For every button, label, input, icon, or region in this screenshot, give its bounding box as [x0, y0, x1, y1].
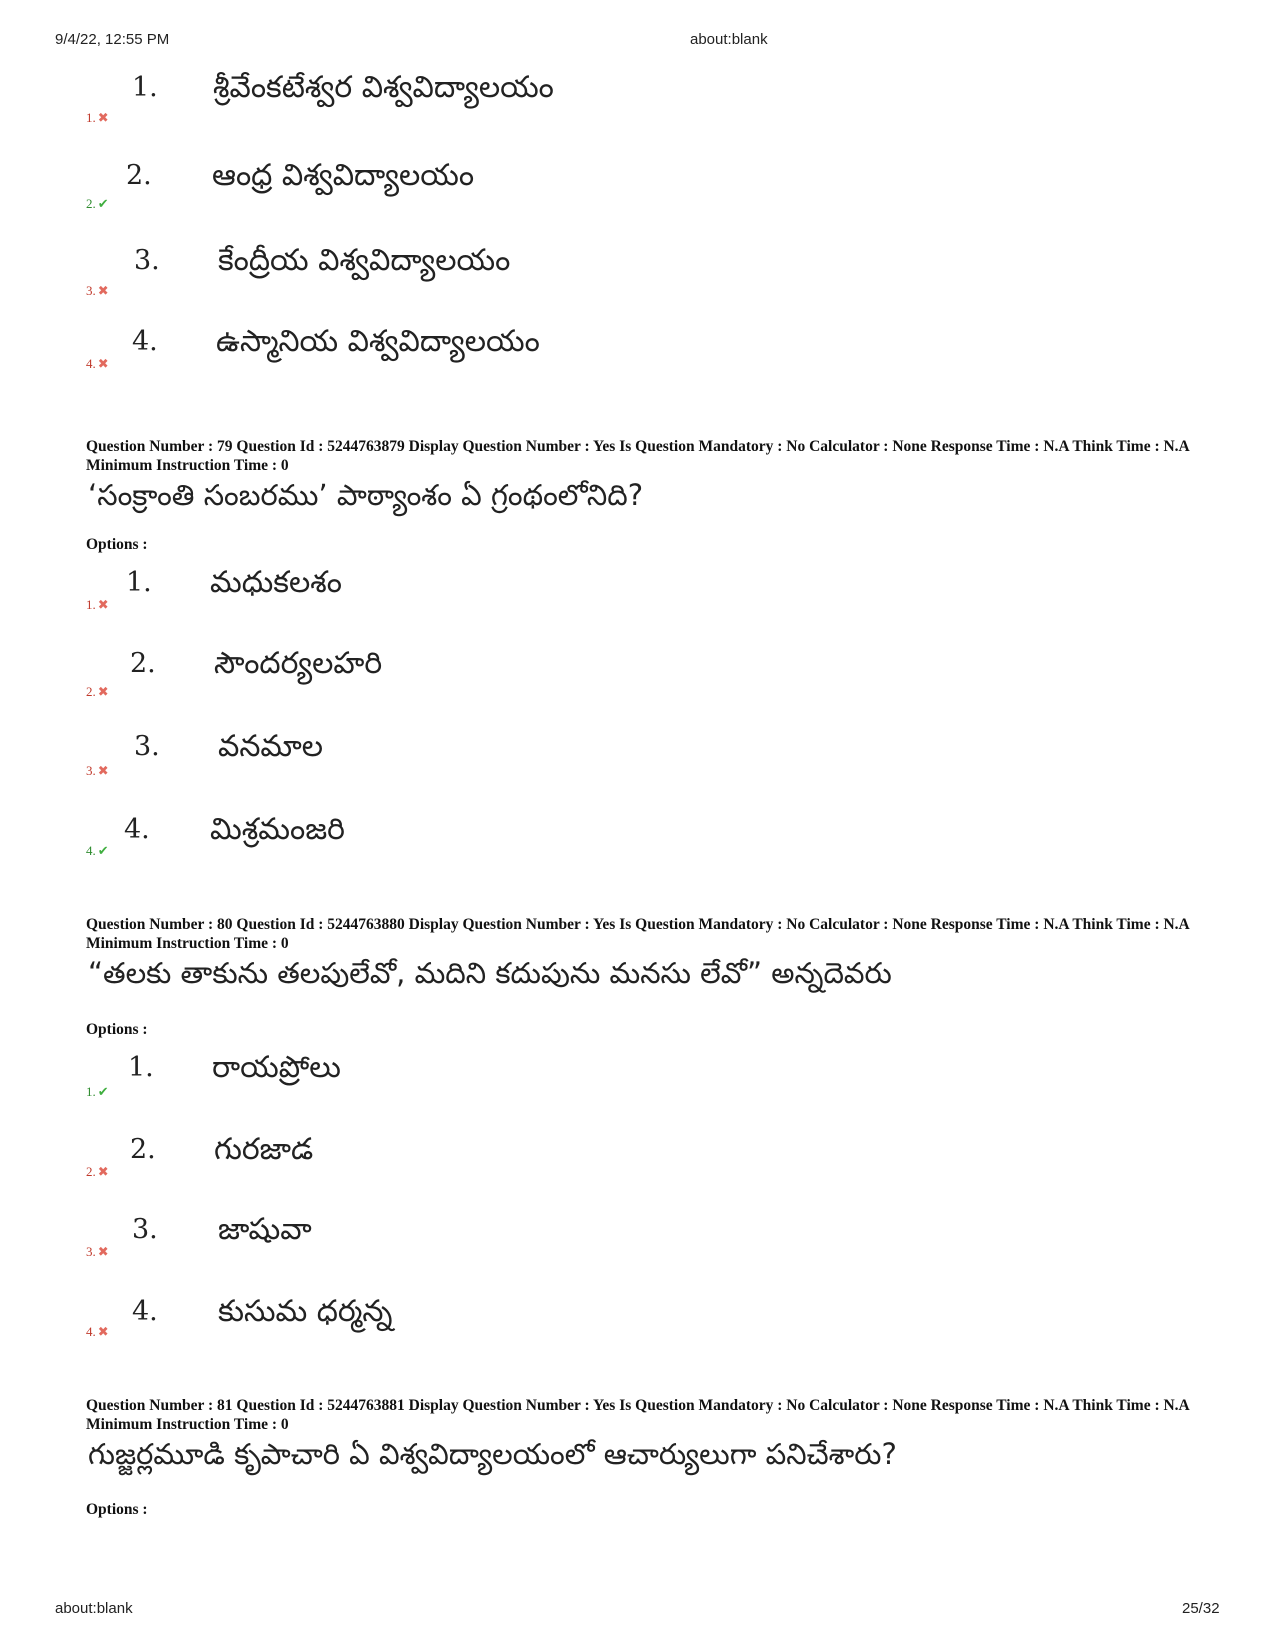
option-mark-wrong: 1. ✖	[86, 597, 109, 612]
cross-icon: ✖	[97, 1164, 109, 1179]
question-meta: Question Number : 81 Question Id : 5244763881 Display Question Number : Yes Is Question Mandatory : No Calculator : None Response Time : N.A Think Time : N.A Minimum Instruction Time : 0	[86, 1397, 1189, 1433]
option-mark-wrong: 1. ✖	[86, 110, 109, 125]
option-text: జాషువా	[218, 1212, 312, 1247]
options-label: Options :	[86, 1021, 148, 1038]
cross-icon: ✖	[97, 684, 109, 699]
option-text: గురజాడ	[214, 1132, 314, 1167]
option-mark-wrong: 4. ✖	[86, 1324, 109, 1339]
option-number: 2.	[130, 648, 156, 679]
option-mark-wrong: 4. ✖	[86, 356, 109, 371]
cross-icon: ✖	[97, 1324, 109, 1339]
print-url: about:blank	[55, 1600, 133, 1617]
page-number: 25/32	[1182, 1600, 1220, 1617]
option-number: 1.	[132, 72, 158, 103]
option-text: మధుకలశం	[210, 565, 342, 600]
cross-icon: ✖	[97, 356, 109, 371]
check-icon: ✔	[97, 196, 109, 211]
question-text: “తలకు తాకును తలపులేవో, మదిని కదుపును మనసు లేవో” అన్నదెవరు	[88, 956, 892, 990]
option-mark-wrong: 3. ✖	[86, 763, 109, 778]
option-text: రాయప్రోలు	[212, 1050, 341, 1085]
option-mark-wrong: 2. ✖	[86, 1164, 109, 1179]
option-number: 1.	[126, 567, 152, 598]
option-mark-wrong: 2. ✖	[86, 684, 109, 699]
option-number: 2.	[126, 160, 152, 191]
option-text: వనమాల	[218, 729, 324, 764]
option-mark-correct: 2. ✔	[86, 196, 109, 211]
option-number: 1.	[128, 1052, 154, 1083]
check-icon: ✔	[97, 843, 109, 858]
option-mark-correct: 4. ✔	[86, 843, 109, 858]
option-text: కుసుమ ధర్మన్న	[218, 1294, 393, 1329]
option-number: 3.	[134, 731, 160, 762]
option-number: 3.	[134, 245, 160, 276]
option-mark-correct: 1. ✔	[86, 1084, 109, 1099]
cross-icon: ✖	[97, 1244, 109, 1259]
question-text: గుజ్జర్లమూడి కృపాచారి ఏ విశ్వవిద్యాలయంలో ఆచార్యులుగా పనిచేశారు?	[88, 1437, 897, 1471]
option-mark-wrong: 3. ✖	[86, 283, 109, 298]
option-text: సౌందర్యలహరి	[214, 646, 383, 681]
question-text: ‘సంక్రాంతి సంబరము’ పాఠ్యాంశం ఏ గ్రంథంలోనిది?	[88, 478, 644, 512]
option-number: 4.	[132, 1296, 158, 1327]
option-text: కేంద్రీయ విశ్వవిద్యాలయం	[218, 243, 511, 278]
print-datetime: 9/4/22, 12:55 PM	[55, 31, 170, 48]
cross-icon: ✖	[97, 283, 109, 298]
cross-icon: ✖	[97, 597, 109, 612]
option-number: 2.	[130, 1134, 156, 1165]
cross-icon: ✖	[97, 763, 109, 778]
check-icon: ✔	[97, 1084, 109, 1099]
option-text: ఉస్మానియ విశ్వవిద్యాలయం	[216, 324, 540, 359]
print-page-title: about:blank	[690, 31, 768, 48]
options-label: Options :	[86, 1501, 148, 1518]
option-mark-wrong: 3. ✖	[86, 1244, 109, 1259]
question-meta: Question Number : 80 Question Id : 5244763880 Display Question Number : Yes Is Question Mandatory : No Calculator : None Response Time : N.A Think Time : N.A Minimum Instruction Time : 0	[86, 916, 1189, 952]
option-text: శ్రీవేంకటేశ్వర విశ్వవిద్యాలయం	[213, 70, 554, 105]
option-number: 4.	[132, 326, 158, 357]
option-text: మిశ్రమంజరి	[210, 812, 345, 847]
option-text: ఆంధ్ర విశ్వవిద్యాలయం	[212, 158, 475, 193]
question-meta: Question Number : 79 Question Id : 5244763879 Display Question Number : Yes Is Question Mandatory : No Calculator : None Response Time : N.A Think Time : N.A Minimum Instruction Time : 0	[86, 438, 1189, 474]
options-label: Options :	[86, 536, 148, 553]
option-number: 3.	[132, 1214, 158, 1245]
option-number: 4.	[124, 814, 150, 845]
cross-icon: ✖	[97, 110, 109, 125]
